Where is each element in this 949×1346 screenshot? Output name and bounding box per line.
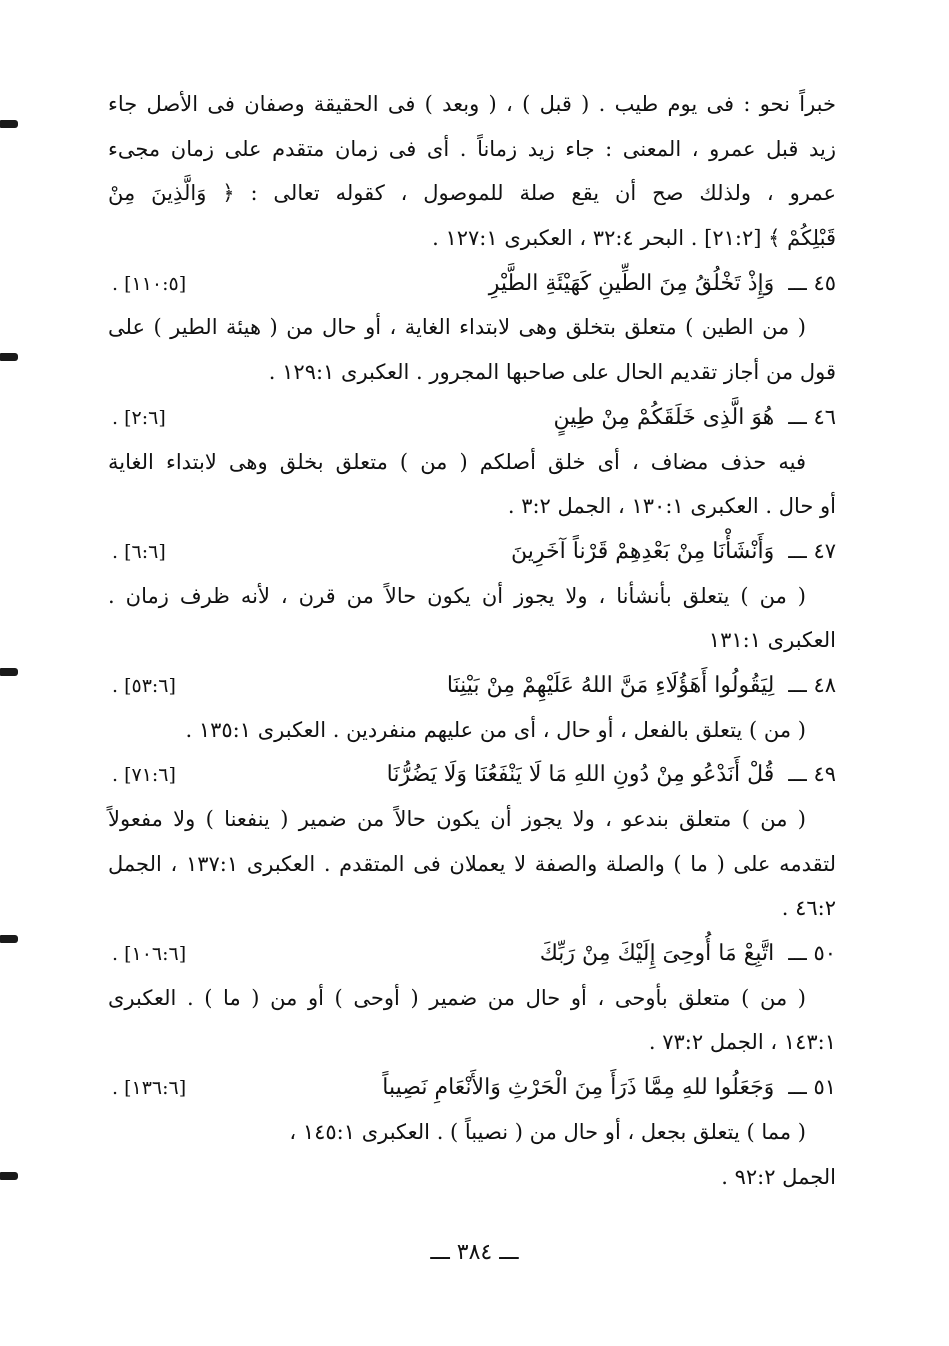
entry-45 [108,261,836,306]
text-line: ٤٦:٢ . [781,896,836,921]
text-line: قَبْلِكُمْ ﴾ [٢١:٢] . البحر ٣٢:٤ ، العكبرى ١٢٧:١ . [432,226,836,251]
quran-verse: قُلْ أَنَدْعُو مِنْ دُونِ اللهِ مَا لَا يَنْفَعُنَا وَلَا يَضُرُّنَا [386,762,775,788]
text-line: لتقدمه على ( ما ) والصلة والصفة لا يعملان فى المتقدم . العكبرى ١٣٧:١ ، الجمل [108,851,836,876]
verse-reference: . [٢:٦] [112,406,166,429]
quran-verse: وَجَعَلُوا للهِ مِمَّا ذَرَأَ مِنَ الْحَرْثِ وَالأَنْعَامِ نَصِيباً [382,1075,775,1101]
text-line: خبراً نحو : فى يوم طيب . ( قبل ) ، ( وبعد ) فى الحقيقة وصفان فى الأصل جاء [108,92,836,116]
quran-verse: لِيَقُولُوا أَهَؤُلَاءِ مَنَّ اللهُ عَلَيْهِمْ مِنْ بَيْنِنَا [446,672,775,698]
verse-reference: . [١١٠:٥] [112,272,187,295]
page-number: ـــ ٣٨٤ ـــ [430,1240,519,1265]
entry-46 [108,395,836,440]
text-line: العكبرى ١٣١:١ [708,628,836,653]
text-line: ( من ) يتعلق بالفعل ، أو حال ، أى من عليهم منفردين . العكبرى ١٣٥:١ . [185,717,806,742]
quran-verse: هُوَ الَّذِى خَلَقَكُمْ مِنْ طِينٍ [553,404,775,430]
quran-verse: وَأَنْشَأْنَا مِنْ بَعْدِهِمْ قَرْناً آخَرِينَ [511,538,775,564]
text-line: فيه حذف مضاف ، أى خلق أصلكم ( من ) متعلق بخلق وهى لابتداء الغاية [108,449,806,474]
entry-50 [108,931,836,976]
verse-reference: . [٥٣:٦] [112,674,176,697]
entry-49 [108,752,836,797]
entry-number: ٤٩ ـــ [788,762,836,787]
text-line: قول من أجاز تقديم الحال على صاحبها المجرور . العكبرى ١٢٩:١ . [268,360,836,385]
margin-mark [0,668,18,676]
entry-number: ٤٨ ـــ [788,672,836,697]
text-line: ( من الطين ) متعلق بتخلق وهى لابتداء الغاية ، أو حال من ( هيئة الطير ) على [108,315,806,340]
entry-number: ٤٥ ـــ [788,270,836,295]
verse-reference: . [٧١:٦] [112,764,176,787]
text-line: ( من ) متعلق بندعو ، ولا يجوز أن يكون حالاً من ضمير ( ينفعنا ) ولا مفعولاً [108,807,806,831]
text-line: ( من ) يتعلق بأنشأنا ، ولا يجوز أن يكون حالاً من قرن ، لأنه ظرف زمان . [108,583,806,608]
entry-51 [108,1065,836,1110]
text-line: الجمل ٩٢:٢ . [721,1164,836,1189]
verse-reference: . [٦:٦] [112,540,166,563]
margin-mark [0,120,18,128]
entry-48 [108,663,836,708]
quran-verse: اتَّبِعْ مَا أُوحِىَ إِلَيْكَ مِنْ رَبِّكَ [539,941,775,967]
margin-mark [0,1172,18,1180]
verse-reference: . [١٣٦:٦] [112,1077,187,1100]
entry-number: ٤٧ ـــ [788,538,836,563]
text-line: ١٤٣:١ ، الجمل ٧٣:٢ . [648,1030,836,1055]
page-body [108,82,836,1199]
verse-reference: . [١٠٦:٦] [112,943,187,966]
entry-number: ٥٠ ـــ [788,941,836,966]
entry-number: ٤٦ ـــ [788,404,836,429]
text-line: زيد قبل عمرو ، المعنى : جاء زيد زماناً . أى فى زمان متقدم على زمان مجىء [108,136,836,161]
margin-mark [0,935,18,943]
text-line: أو حال . العكبرى ١٣٠:١ ، الجمل ٣:٢ . [507,494,836,519]
margin-mark [0,353,18,361]
entry-number: ٥١ ـــ [788,1075,836,1100]
entry-47 [108,529,836,574]
text-line: ( من ) متعلق بأوحى ، أو حال من ضمير ( أوحى ) أو من ( ما ) . العكبرى [108,985,806,1010]
text-line: عمرو ، ولذلك صح أن يقع صلة للموصول ، كقوله تعالى : ﴿ وَالَّذِينَ مِنْ [108,181,836,206]
text-line: ( مما ) يتعلق بجعل ، أو حال من ( نصيباً ) . العكبرى ١٤٥:١ ، [289,1119,806,1144]
quran-verse: وَإِذْ تَخْلُقُ مِنَ الطِّينِ كَهَيْئَةِ الطَّيْرِ [488,270,775,296]
